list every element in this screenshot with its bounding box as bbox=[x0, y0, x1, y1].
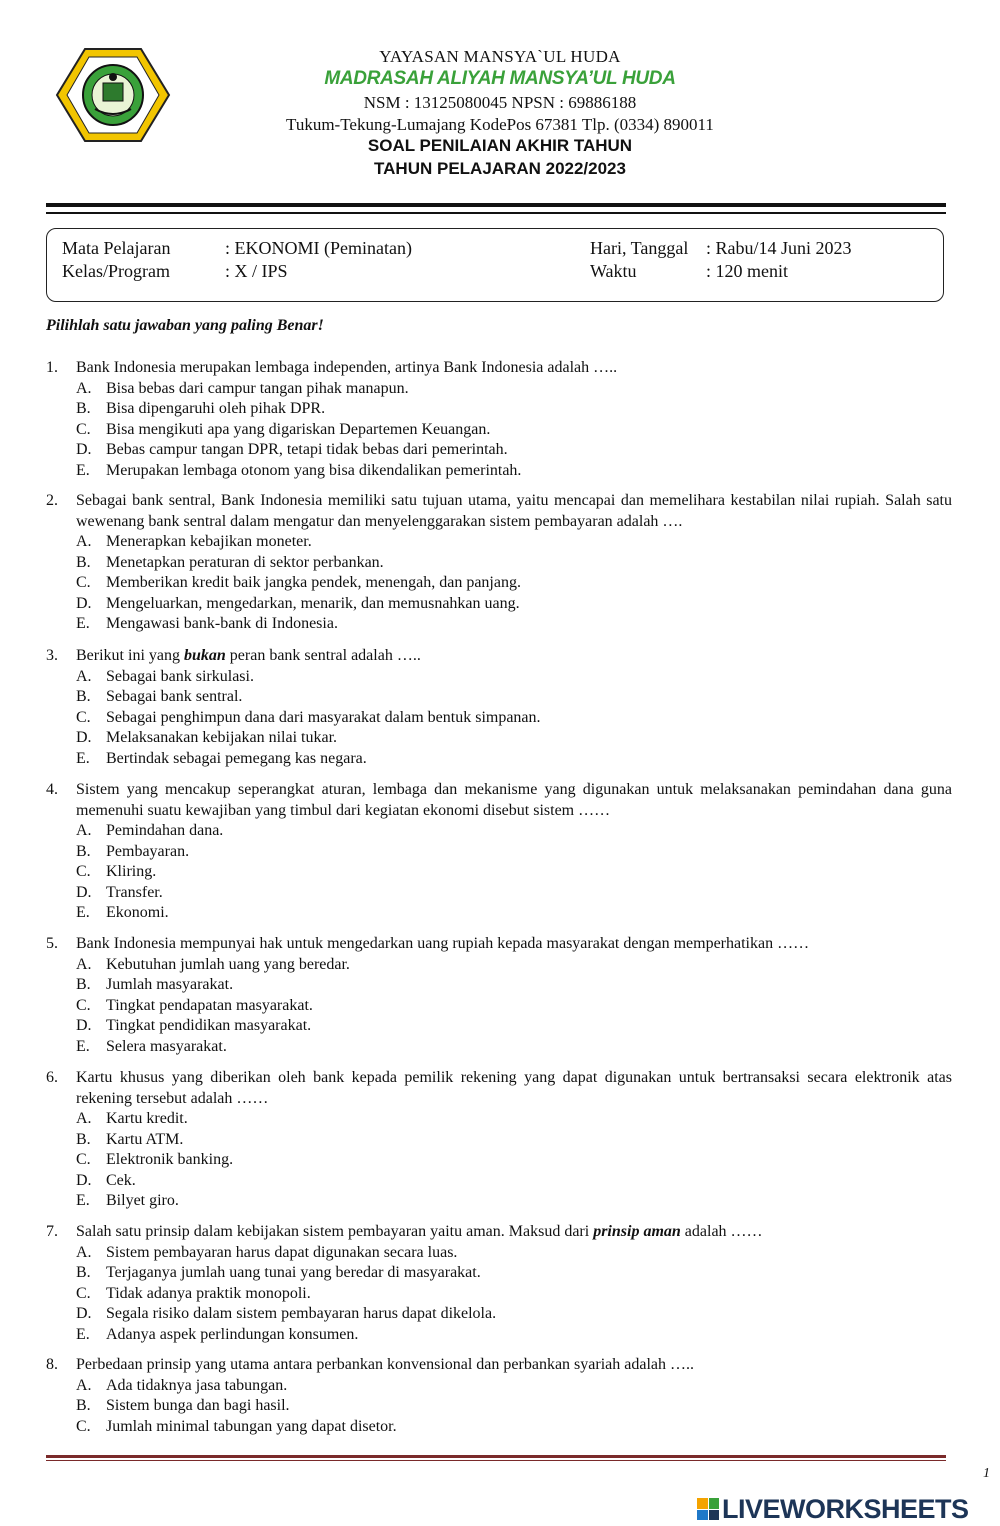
question-1 bbox=[46, 358, 952, 481]
emphasis-word: prinsip aman bbox=[593, 1223, 681, 1240]
option-a[interactable]: A. Menerapkan kebajikan moneter. bbox=[76, 533, 312, 550]
option-c[interactable]: C. Tidak adanya praktik monopoli. bbox=[76, 1284, 311, 1302]
option-e[interactable]: E. Bertindak sebagai pemegang kas negara. bbox=[76, 749, 367, 767]
option-e[interactable]: E. Bilyet giro. bbox=[76, 1192, 179, 1209]
question-3 bbox=[46, 646, 952, 769]
foundation-name: YAYASAN MANSYA`UL HUDA bbox=[379, 47, 621, 66]
question-5 bbox=[46, 934, 952, 1057]
school-address: Tukum-Tekung-Lumajang KodePos 67381 Tlp. (0334) 890011 bbox=[286, 115, 714, 134]
footer-rule-thin bbox=[46, 1460, 946, 1461]
question-number: 2. bbox=[46, 492, 58, 509]
option-e[interactable]: E. Adanya aspek perlindungan konsumen. bbox=[76, 1325, 359, 1343]
option-b[interactable]: B. Kartu ATM. bbox=[76, 1130, 184, 1148]
option-d[interactable]: D. Cek. bbox=[76, 1171, 136, 1189]
option-b[interactable]: B. Pembayaran. bbox=[76, 842, 190, 860]
option-a[interactable]: A. Kartu kredit. bbox=[76, 1110, 188, 1127]
option-c[interactable]: C. Tingkat pendapatan masyarakat. bbox=[76, 996, 313, 1014]
option-d[interactable]: D. Transfer. bbox=[76, 883, 163, 901]
date-value: : Rabu/14 Juni 2023 bbox=[706, 238, 852, 258]
option-a[interactable]: A. Sistem pembayaran harus dapat digunakan secara luas. bbox=[76, 1243, 458, 1261]
option-c[interactable]: C. Kliring. bbox=[76, 863, 157, 880]
subject-value: : EKONOMI (Peminatan) bbox=[225, 238, 412, 258]
question-text: Kartu khusus yang diberikan oleh bank kepada pemilik rekening yang dapat digunakan untuk bertransaksi secara elektronik atas rekening tersebut adalah …… bbox=[76, 1069, 952, 1107]
option-a[interactable]: A. Bisa bebas dari campur tangan pihak manapun. bbox=[76, 379, 409, 397]
date-label: Hari, Tanggal bbox=[590, 238, 689, 258]
question-text: Perbedaan prinsip yang utama antara perbankan konvensional dan perbankan syariah adalah ….. bbox=[76, 1356, 694, 1373]
academic-year: TAHUN PELAJARAN 2022/2023 bbox=[374, 159, 626, 178]
option-d[interactable]: D. Melaksanakan kebijakan nilai tukar. bbox=[76, 729, 338, 746]
class-value: : X / IPS bbox=[225, 261, 288, 281]
school-logo bbox=[55, 47, 171, 143]
question-number: 3. bbox=[46, 647, 58, 664]
question-text: Berikut ini yang bukan peran bank sentral adalah ….. bbox=[76, 647, 421, 664]
question-text: Bank Indonesia mempunyai hak untuk mengedarkan uang rupiah kepada masyarakat dengan memperhatikan …… bbox=[76, 935, 810, 952]
question-8 bbox=[46, 1355, 952, 1437]
liveworksheets-brand: LIVEWORKSHEETS bbox=[722, 1493, 969, 1524]
header-rule-thick bbox=[46, 203, 946, 207]
liveworksheets-icon bbox=[697, 1498, 719, 1520]
time-label: Waktu bbox=[590, 261, 637, 281]
page-number: 1 bbox=[983, 1466, 990, 1481]
option-c[interactable]: C. Bisa mengikuti apa yang digariskan Departemen Keuangan. bbox=[76, 420, 491, 438]
option-d[interactable]: D. Tingkat pendidikan masyarakat. bbox=[76, 1017, 312, 1034]
question-text: Salah satu prinsip dalam kebijakan sistem pembayaran yaitu aman. Maksud dari prinsip aman adalah …… bbox=[76, 1223, 763, 1240]
option-c[interactable]: C. Memberikan kredit baik jangka pendek, menengah, dan panjang. bbox=[76, 574, 521, 591]
option-b[interactable]: B. Bisa dipengaruhi oleh pihak DPR. bbox=[76, 400, 326, 417]
question-6 bbox=[46, 1068, 952, 1212]
option-c[interactable]: C. Jumlah minimal tabungan yang dapat disetor. bbox=[76, 1417, 397, 1435]
school-name: MADRASAH ALIYAH MANSYA’UL HUDA bbox=[324, 68, 676, 89]
question-number: 4. bbox=[46, 781, 58, 798]
option-e[interactable]: E. Mengawasi bank-bank di Indonesia. bbox=[76, 615, 338, 632]
instruction: Pilihlah satu jawaban yang paling Benar! bbox=[46, 317, 324, 334]
question-7 bbox=[46, 1222, 952, 1345]
footer-rule-thick bbox=[46, 1455, 946, 1458]
subject-label: Mata Pelajaran bbox=[62, 238, 171, 258]
option-e[interactable]: E. Merupakan lembaga otonom yang bisa dikendalikan pemerintah. bbox=[76, 461, 522, 479]
question-number: 6. bbox=[46, 1069, 58, 1086]
question-number: 1. bbox=[46, 359, 58, 376]
time-value: : 120 menit bbox=[706, 261, 788, 281]
option-b[interactable]: B. Sebagai bank sentral. bbox=[76, 688, 243, 705]
question-text: Sebagai bank sentral, Bank Indonesia memiliki satu tujuan utama, yaitu mencapai dan memelihara kestabilan nilai rupiah. Salah satu wewenang bank sentral dalam mengatur dan menyelenggarakan sistem pembayaran adalah …. bbox=[76, 492, 952, 530]
liveworksheets-logo[interactable] bbox=[697, 1492, 969, 1526]
option-b[interactable]: B. Sistem bunga dan bagi hasil. bbox=[76, 1397, 290, 1414]
option-b[interactable]: B. Terjaganya jumlah uang tunai yang beredar di masyarakat. bbox=[76, 1264, 481, 1281]
question-number: 7. bbox=[46, 1223, 58, 1240]
question-4 bbox=[46, 780, 952, 924]
option-d[interactable]: D. Bebas campur tangan DPR, tetapi tidak bebas dari pemerintah. bbox=[76, 441, 508, 458]
option-b[interactable]: B. Menetapkan peraturan di sektor perbankan. bbox=[76, 553, 384, 571]
option-a[interactable]: A. Ada tidaknya jasa tabungan. bbox=[76, 1376, 288, 1394]
option-a[interactable]: A. Sebagai bank sirkulasi. bbox=[76, 667, 254, 685]
exam-title: SOAL PENILAIAN AKHIR TAHUN bbox=[367, 136, 633, 155]
option-a[interactable]: A. Kebutuhan jumlah uang yang beredar. bbox=[76, 955, 350, 973]
question-text: Bank Indonesia merupakan lembaga independen, artinya Bank Indonesia adalah ….. bbox=[76, 359, 618, 376]
option-d[interactable]: D. Mengeluarkan, mengedarkan, menarik, dan memusnahkan uang. bbox=[76, 594, 520, 612]
question-number: 5. bbox=[46, 935, 58, 952]
class-label: Kelas/Program bbox=[62, 261, 170, 281]
option-c[interactable]: C. Elektronik banking. bbox=[76, 1151, 234, 1168]
option-c[interactable]: C. Sebagai penghimpun dana dari masyarakat dalam bentuk simpanan. bbox=[76, 708, 541, 726]
option-d[interactable]: D. Segala risiko dalam sistem pembayaran harus dapat dikelola. bbox=[76, 1305, 497, 1322]
option-e[interactable]: E. Ekonomi. bbox=[76, 904, 169, 921]
question-2 bbox=[46, 491, 952, 635]
question-number: 8. bbox=[46, 1356, 58, 1373]
school-ids: NSM : 13125080045 NPSN : 69886188 bbox=[363, 93, 637, 112]
option-e[interactable]: E. Selera masyarakat. bbox=[76, 1037, 227, 1055]
option-a[interactable]: A. Pemindahan dana. bbox=[76, 822, 224, 839]
emphasis-word: bukan bbox=[183, 647, 226, 664]
option-b[interactable]: B. Jumlah masyarakat. bbox=[76, 976, 234, 993]
header-rule-thin bbox=[46, 212, 946, 214]
question-text: Sistem yang mencakup seperangkat aturan, lembaga dan mekanisme yang digunakan untuk melaksanakan pemindahan dana guna memenuhi suatu kewajiban yang timbul dari kegiatan ekonomi disebut sistem …… bbox=[76, 781, 952, 819]
